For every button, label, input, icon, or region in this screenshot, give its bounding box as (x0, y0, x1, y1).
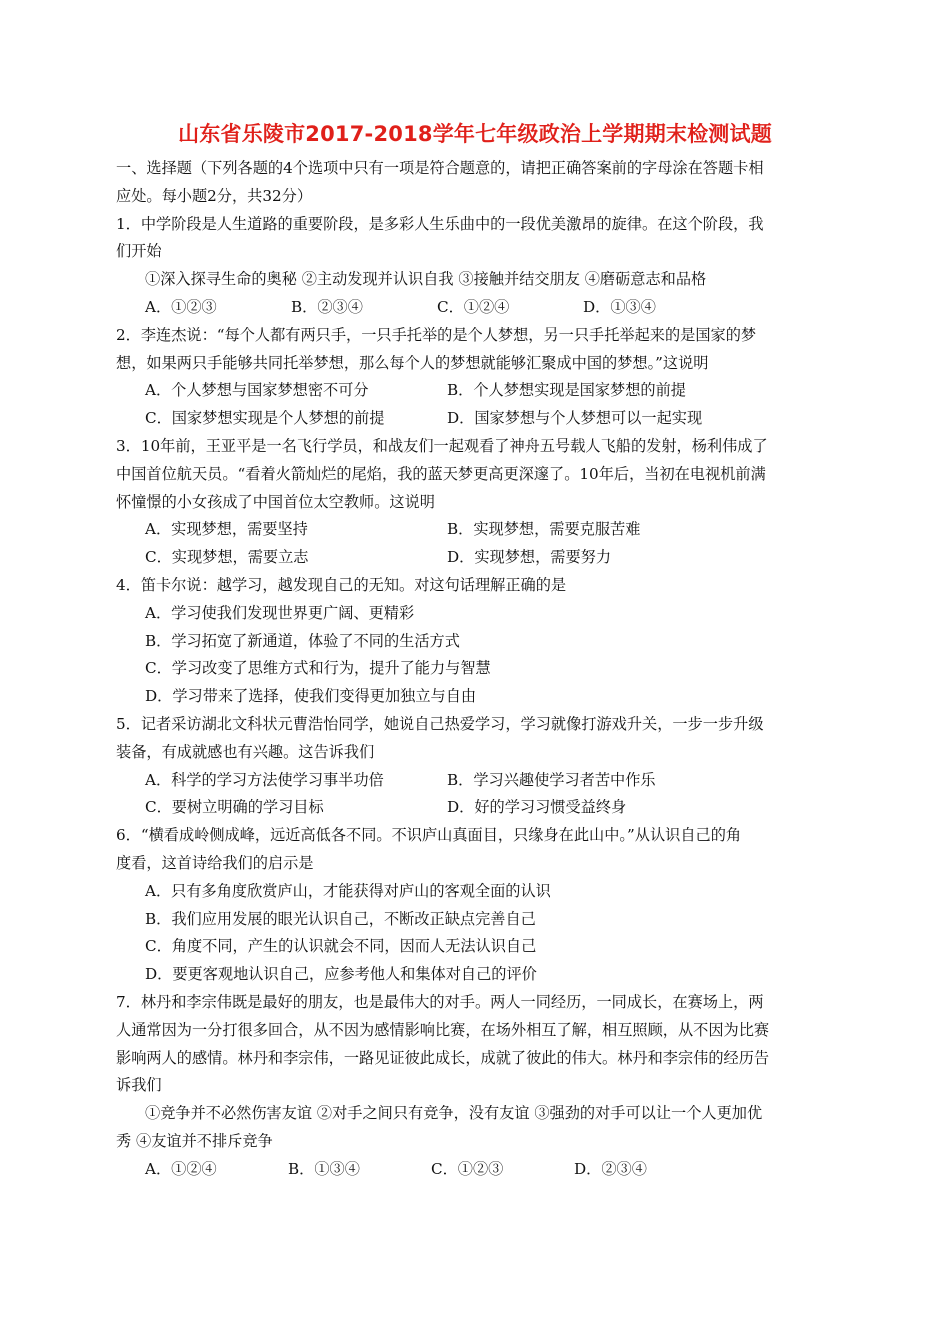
q7-option-b[interactable]: B．①③④ (288, 1159, 360, 1178)
q2-stem: 2．李连杰说：“每个人都有两只手，一只手托举的是个人梦想，另一只手托举起来的是国家的梦 (116, 325, 757, 344)
q6-option-b[interactable]: B．我们应用发展的眼光认识自己，不断改正缺点完善自己 (145, 909, 536, 928)
q7-option-c[interactable]: C．①②③ (431, 1159, 504, 1178)
q4-option-a[interactable]: A．学习使我们发现世界更广阔、更精彩 (145, 603, 415, 622)
q3-option-c[interactable]: C．实现梦想，需要立志 (145, 548, 309, 567)
q6-option-a[interactable]: A．只有多角度欣赏庐山，才能获得对庐山的客观全面的认识 (145, 881, 551, 900)
q1-option-a[interactable]: A．①②③ (145, 297, 217, 316)
q5-option-c[interactable]: C．要树立明确的学习目标 (145, 798, 324, 817)
q5-stem: 5．记者采访湖北文科状元曹浩怡同学，她说自己热爱学习，学习就像打游戏升关，一步一步升级 (116, 714, 764, 733)
q1-option-c[interactable]: C．①②④ (437, 297, 510, 316)
q7-stem-cont3: 诉我们 (116, 1076, 162, 1095)
q5-option-a[interactable]: A．科学的学习方法使学习事半功倍 (145, 770, 384, 789)
q3-stem: 3．10年前，王亚平是一名飞行学员，和战友们一起观看了神舟五号载人飞船的发射，杨利伟成了 (116, 436, 768, 455)
q7-stem-cont: 人通常因为一分打很多回合，从不因为感情影响比赛，在场外相互了解，相互照顾，从不因为比赛 (116, 1020, 770, 1039)
question-list (116, 155, 842, 1183)
q4-option-c[interactable]: C．学习改变了思维方式和行为，提升了能力与智慧 (145, 659, 491, 678)
q3-option-b[interactable]: B．实现梦想，需要克服苦难 (447, 520, 641, 539)
q1-stem: 1．中学阶段是人生道路的重要阶段，是多彩人生乐曲中的一段优美激昂的旋律。在这个阶段，我 (116, 214, 764, 233)
q3-option-d[interactable]: D．实现梦想，需要努力 (447, 548, 612, 567)
q5-options-row2 (116, 794, 842, 822)
q6-option-c[interactable]: C．角度不同，产生的认识就会不同，因而人无法认识自己 (145, 937, 537, 956)
q1-option-d[interactable]: D．①③④ (583, 297, 656, 316)
q1-items: ①深入探寻生命的奥秘 ②主动发现并认识自我 ③接触并结交朋友 ④磨砺意志和品格 (145, 270, 707, 289)
q4-stem: 4．笛卡尔说：越学习，越发现自己的无知。对这句话理解正确的是 (116, 575, 567, 594)
q7-items: ①竞争并不必然伤害友谊 ②对手之间只有竞争，没有友谊 ③强劲的对手可以让一个人更加优 (145, 1104, 763, 1123)
q5-option-b[interactable]: B．学习兴趣使学习者苦中作乐 (447, 770, 656, 789)
q1-stem-cont: 们开始 (116, 242, 162, 261)
q2-options-row1 (116, 377, 842, 405)
page-title: 山东省乐陵市2017-2018学年七年级政治上学期期末检测试题 (178, 122, 772, 146)
q2-option-c[interactable]: C．国家梦想实现是个人梦想的前提 (145, 409, 385, 428)
q3-options-row2 (116, 544, 842, 572)
q7-items-cont: 秀 ④友谊并不排斥竞争 (116, 1131, 273, 1150)
q4-option-d[interactable]: D．学习带来了选择，使我们变得更加独立与自由 (145, 687, 477, 706)
q7-stem: 7．林丹和李宗伟既是最好的朋友，也是最伟大的对手。两人一同经历，一同成长，在赛场上，两 (116, 992, 764, 1011)
q5-stem-cont: 装备，有成就感也有兴趣。这告诉我们 (116, 742, 375, 761)
q7-option-d[interactable]: D．②③④ (574, 1159, 647, 1178)
q1-options (116, 294, 842, 322)
q5-option-d[interactable]: D．好的学习习惯受益终身 (447, 798, 627, 817)
q2-option-a[interactable]: A．个人梦想与国家梦想密不可分 (145, 381, 369, 400)
q2-option-d[interactable]: D．国家梦想与个人梦想可以一起实现 (447, 409, 703, 428)
q6-stem: 6．“横看成岭侧成峰，远近高低各不同。不识庐山真面目，只缘身在此山中。”从认识自己的角 (116, 826, 742, 845)
q3-option-a[interactable]: A．实现梦想，需要坚持 (145, 520, 308, 539)
q3-stem-cont: 中国首位航天员。“看着火箭灿烂的尾焰，我的蓝天梦更高更深邃了。10年后，当初在电视机前满 (116, 464, 766, 483)
q3-options-row1 (116, 516, 842, 544)
q7-stem-cont2: 影响两人的感情。林丹和李宗伟，一路见证彼此成长，成就了彼此的伟大。林丹和李宗伟的经历告 (116, 1048, 770, 1067)
q2-option-b[interactable]: B．个人梦想实现是国家梦想的前提 (447, 381, 686, 400)
q7-option-a[interactable]: A．①②④ (145, 1159, 217, 1178)
q7-options (116, 1156, 842, 1184)
q4-option-b[interactable]: B．学习拓宽了新通道，体验了不同的生活方式 (145, 631, 460, 650)
q6-option-d[interactable]: D．要更客观地认识自己，应参考他人和集体对自己的评价 (145, 965, 537, 984)
section-heading: 一、选择题（下列各题的4个选项中只有一项是符合题意的，请把正确答案前的字母涂在答题卡相 (116, 159, 764, 177)
q1-option-b[interactable]: B．②③④ (291, 297, 363, 316)
q2-options-row2 (116, 405, 842, 433)
q3-stem-cont2: 怀憧憬的小女孩成了中国首位太空教师。这说明 (116, 492, 435, 511)
q2-stem-cont: 想，如果两只手能够共同托举梦想，那么每个人的梦想就能够汇聚成中国的梦想。”这说明 (116, 353, 709, 372)
q6-stem-cont: 度看，这首诗给我们的启示是 (116, 853, 314, 872)
q5-options-row1 (116, 767, 842, 795)
section-heading-cont: 应处。每小题2分，共32分） (116, 186, 313, 205)
